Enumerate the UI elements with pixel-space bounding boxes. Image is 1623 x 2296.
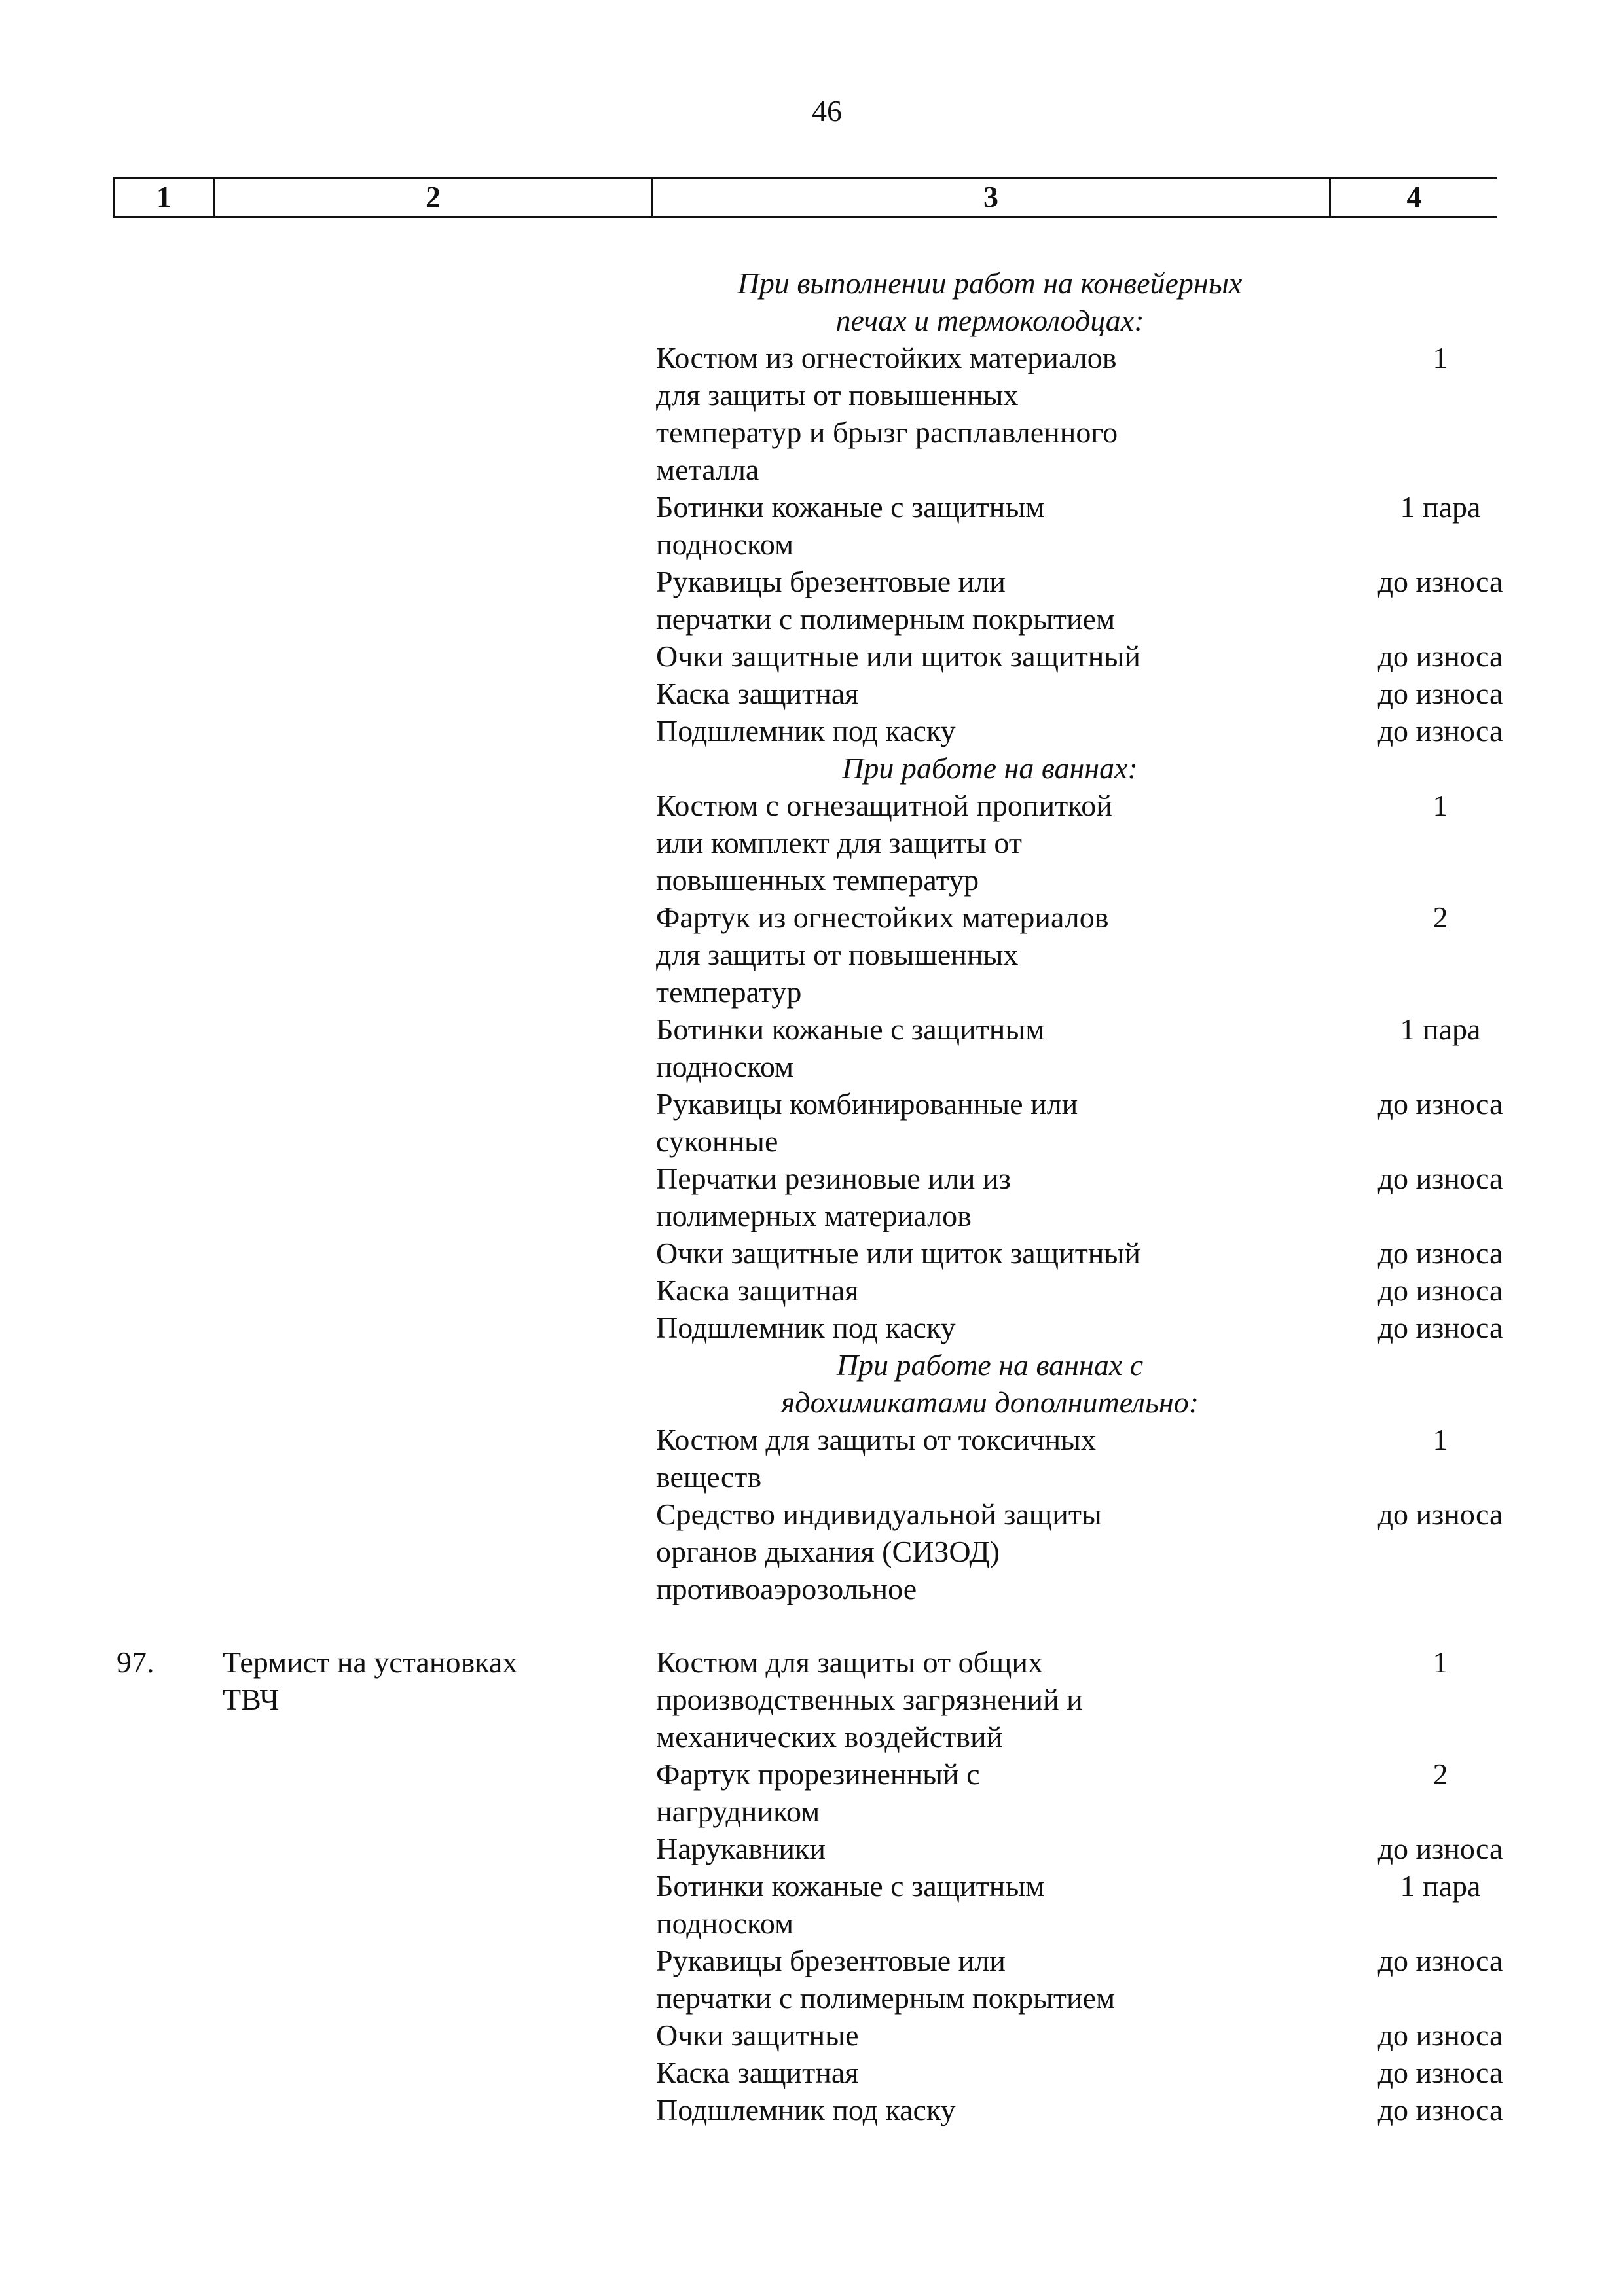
ppe-item-row <box>0 1085 1623 1122</box>
ppe-item-name: Ботинки кожаные с защитным <box>656 1869 1045 1903</box>
ppe-item-row <box>0 1905 1623 1942</box>
ppe-item-row <box>0 563 1623 600</box>
ppe-item-quantity: до износа <box>1377 565 1503 598</box>
ppe-item-row <box>0 1160 1623 1197</box>
ppe-item-name: полимерных материалов <box>656 1199 972 1232</box>
ppe-item-name: веществ <box>656 1460 762 1494</box>
ppe-item-row <box>0 2017 1623 2054</box>
ppe-item-name: Ботинки кожаные с защитным <box>656 490 1045 524</box>
ppe-item-quantity: до износа <box>1377 1832 1503 1865</box>
profession-name: Термист на установках <box>223 1645 518 1679</box>
entry-number: 97. <box>117 1645 155 1679</box>
ppe-item-name: подноском <box>656 1050 794 1083</box>
ppe-item-name: Костюм из огнестойких материалов <box>656 341 1117 374</box>
ppe-item-row <box>0 1421 1623 1458</box>
ppe-item-quantity: до износа <box>1377 2056 1503 2089</box>
ppe-item-quantity: 1 <box>1432 789 1448 822</box>
ppe-item-name: Очки защитные или щиток защитный <box>656 639 1140 673</box>
header-col-2: 2 <box>426 180 441 213</box>
ppe-item-name: Каска защитная <box>656 2056 859 2089</box>
profession-name: ТВЧ <box>223 1683 280 1716</box>
ppe-item-row <box>0 526 1623 563</box>
ppe-item-row <box>0 1011 1623 1048</box>
ppe-item-name: металла <box>656 453 759 486</box>
entry-97-profession-row <box>0 1681 1623 1718</box>
ppe-item-row <box>0 637 1623 675</box>
ppe-item-row <box>0 973 1623 1011</box>
ppe-item-name: Подшлемник под каску <box>656 2093 956 2126</box>
ppe-item-quantity: до износа <box>1377 2018 1503 2052</box>
ppe-item-row <box>0 936 1623 973</box>
ppe-item-name: Рукавицы комбинированные или <box>656 1087 1078 1121</box>
ppe-item-quantity: до износа <box>1377 1274 1503 1307</box>
ppe-item-quantity: до износа <box>1377 677 1503 710</box>
ppe-item-row <box>0 1496 1623 1533</box>
entry-97-header <box>0 1643 1623 1681</box>
ppe-item-name: перчатки с полимерным покрытием <box>656 1981 1116 2015</box>
section-heading-text: ядохимикатами дополнительно: <box>780 1386 1199 1419</box>
section-heading-text: При работе на ваннах: <box>842 751 1138 785</box>
ppe-item-name: Нарукавники <box>656 1832 826 1865</box>
ppe-item-name: механических воздействий <box>656 1720 1003 1753</box>
ppe-item-row <box>0 451 1623 488</box>
ppe-item-row <box>0 414 1623 451</box>
ppe-item-name: Рукавицы брезентовые или <box>656 565 1006 598</box>
ppe-item-quantity: 1 <box>1432 1423 1448 1456</box>
section-heading-text: При работе на ваннах с <box>836 1348 1144 1382</box>
ppe-item-row <box>0 1942 1623 1979</box>
ppe-item-quantity: 2 <box>1432 901 1448 934</box>
ppe-item-row <box>0 787 1623 824</box>
ppe-item-row <box>0 1570 1623 1607</box>
section-heading-text: печах и термоколодцах: <box>835 304 1144 337</box>
ppe-item-name: Подшлемник под каску <box>656 1311 956 1344</box>
ppe-item-name: Каска защитная <box>656 1274 859 1307</box>
ppe-item-quantity: до износа <box>1377 639 1503 673</box>
ppe-item-name: для защиты от повышенных <box>656 378 1019 412</box>
ppe-item-quantity: 1 <box>1432 1645 1448 1679</box>
ppe-item-quantity: 1 <box>1432 341 1448 374</box>
ppe-item-name: Фартук из огнестойких материалов <box>656 901 1109 934</box>
ppe-item-name: Ботинки кожаные с защитным <box>656 1013 1045 1046</box>
ppe-item-name: температур и брызг расплавленного <box>656 416 1118 449</box>
ppe-item-name: повышенных температур <box>656 863 979 897</box>
ppe-item-row <box>0 1793 1623 1830</box>
ppe-item-row <box>0 600 1623 637</box>
ppe-item-row <box>0 824 1623 861</box>
section-heading <box>0 302 1623 339</box>
section-heading <box>0 1346 1623 1384</box>
ppe-item-row <box>0 2054 1623 2091</box>
section-heading-text: При выполнении работ на конвейерных <box>737 266 1243 300</box>
header-col-1: 1 <box>156 180 172 213</box>
ppe-item-row <box>0 1718 1623 1755</box>
ppe-item-name: производственных загрязнений и <box>656 1683 1083 1716</box>
ppe-item-name: Перчатки резиновые или из <box>656 1162 1011 1195</box>
ppe-item-row <box>0 1979 1623 2017</box>
ppe-item-row <box>0 1048 1623 1085</box>
ppe-item-quantity: 1 пара <box>1400 490 1481 524</box>
ppe-item-row <box>0 1309 1623 1346</box>
ppe-item-quantity: до износа <box>1377 1162 1503 1195</box>
ppe-item-quantity: 2 <box>1432 1757 1448 1791</box>
ppe-item-name: подноском <box>656 528 794 561</box>
ppe-item-name: Каска защитная <box>656 677 859 710</box>
ppe-item-quantity: до износа <box>1377 1311 1503 1344</box>
ppe-item-quantity: до износа <box>1377 1498 1503 1531</box>
page-number: 46 <box>812 94 842 128</box>
ppe-item-name: Костюм для защиты от токсичных <box>656 1423 1096 1456</box>
section-heading <box>0 1384 1623 1421</box>
ppe-item-row <box>0 1533 1623 1570</box>
ppe-item-name: для защиты от повышенных <box>656 938 1019 971</box>
ppe-item-row <box>0 1755 1623 1793</box>
ppe-item-name: Костюм для защиты от общих <box>656 1645 1044 1679</box>
ppe-item-name: Средство индивидуальной защиты <box>656 1498 1102 1531</box>
ppe-item-row <box>0 1867 1623 1905</box>
ppe-item-name: Очки защитные или щиток защитный <box>656 1236 1140 1270</box>
header-col-4: 4 <box>1406 180 1422 213</box>
ppe-item-row <box>0 488 1623 526</box>
ppe-item-name: Очки защитные <box>656 2018 859 2052</box>
section-heading <box>0 264 1623 302</box>
ppe-item-name: противоаэрозольное <box>656 1572 917 1605</box>
ppe-item-name: суконные <box>656 1124 778 1158</box>
ppe-item-quantity: 1 пара <box>1400 1869 1481 1903</box>
ppe-item-name: перчатки с полимерным покрытием <box>656 602 1116 636</box>
ppe-item-quantity: до износа <box>1377 1087 1503 1121</box>
ppe-item-row <box>0 1272 1623 1309</box>
ppe-item-quantity: до износа <box>1377 1944 1503 1977</box>
ppe-item-name: Рукавицы брезентовые или <box>656 1944 1006 1977</box>
ppe-item-name: органов дыхания (СИЗОД) <box>656 1535 1000 1568</box>
section-heading <box>0 749 1623 787</box>
ppe-item-name: подноском <box>656 1907 794 1940</box>
ppe-item-name: Костюм с огнезащитной пропиткой <box>656 789 1112 822</box>
ppe-item-name: Подшлемник под каску <box>656 714 956 747</box>
ppe-item-name: температур <box>656 975 802 1009</box>
ppe-item-row <box>0 861 1623 899</box>
ppe-item-row <box>0 675 1623 712</box>
ppe-item-row <box>0 1234 1623 1272</box>
ppe-item-quantity: 1 пара <box>1400 1013 1481 1046</box>
ppe-item-row <box>0 376 1623 414</box>
ppe-item-quantity: до износа <box>1377 1236 1503 1270</box>
header-col-3: 3 <box>983 180 998 213</box>
ppe-item-row <box>0 1197 1623 1234</box>
ppe-item-row <box>0 1830 1623 1867</box>
ppe-item-row <box>0 2091 1623 2128</box>
ppe-item-row <box>0 1122 1623 1160</box>
ppe-item-name: нагрудником <box>656 1795 820 1828</box>
ppe-item-row <box>0 712 1623 749</box>
ppe-item-row <box>0 339 1623 376</box>
ppe-item-name: или комплект для защиты от <box>656 826 1022 859</box>
ppe-item-row <box>0 899 1623 936</box>
ppe-item-name: Фартук прорезиненный с <box>656 1757 980 1791</box>
ppe-item-quantity: до износа <box>1377 2093 1503 2126</box>
ppe-item-quantity: до износа <box>1377 714 1503 747</box>
ppe-item-row <box>0 1458 1623 1496</box>
